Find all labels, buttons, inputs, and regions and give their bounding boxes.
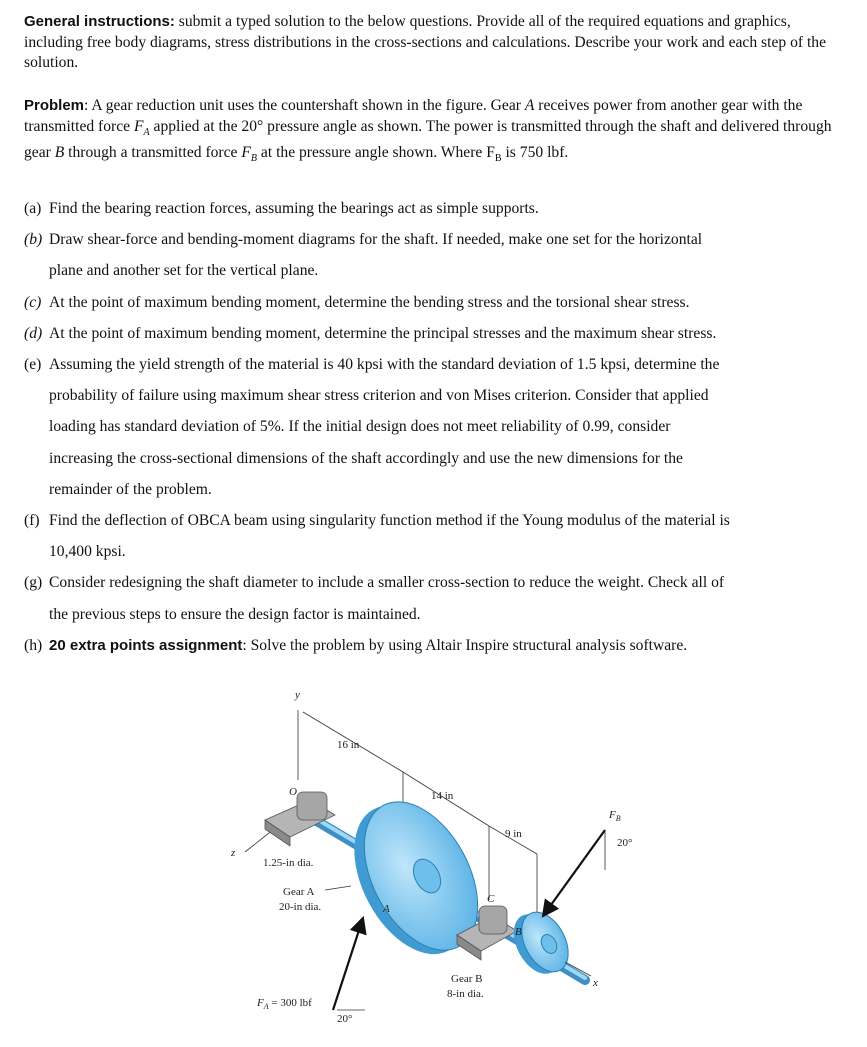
- gear-a-dia-label: 20-in dia.: [279, 901, 322, 913]
- dim-14-label: 14 in: [431, 790, 454, 802]
- question-a: [24, 193, 844, 224]
- x-axis-label: x: [593, 977, 598, 989]
- question-g-mark: (g): [24, 574, 43, 592]
- gear-a-leader: [325, 886, 351, 890]
- force-b-subscript-2: B: [494, 153, 502, 165]
- question-e-text-5: remainder of the problem.: [49, 480, 212, 498]
- instructions-label: General instructions:: [24, 13, 175, 30]
- problem-text-3: applied at the 20° pressure angle as shown. The power is transmitted through the shaft and delivered through gear: [24, 117, 832, 162]
- question-e-text-3: loading has standard deviation of 5%. If the initial design does not meet reliability of 0.99, consider: [49, 418, 671, 436]
- question-f-text-2: 10,400 kpsi.: [49, 543, 126, 561]
- point-a-label: A: [383, 903, 390, 915]
- question-d: [24, 318, 844, 349]
- question-h: [24, 630, 844, 661]
- countershaft-figure: [225, 680, 655, 1040]
- problem-text-5: at the pressure angle shown. Where F: [257, 144, 495, 162]
- question-c-text: At the point of maximum bending moment, determine the bending stress and the torsional shear stress.: [49, 293, 690, 311]
- question-e-text-2: probability of failure using maximum shear stress criterion and von Mises criterion. Consider that applied: [49, 387, 709, 405]
- gear-a-label: Gear A: [283, 886, 315, 898]
- force-a-subscript: A: [143, 126, 150, 138]
- question-e: [24, 349, 844, 505]
- problem-text-6: is 750 lbf.: [501, 144, 569, 162]
- question-g-text-2: the previous steps to ensure the design factor is maintained.: [49, 605, 421, 623]
- bearing-o: [265, 792, 335, 846]
- problem-statement: [24, 96, 844, 170]
- dim-9-label: 9 in: [505, 828, 522, 840]
- question-f-text-1: Find the deflection of OBCA beam using singularity function method if the Young modulus of the material is: [49, 512, 730, 530]
- force-b-symbol: F: [241, 144, 251, 162]
- general-instructions: [24, 12, 844, 74]
- problem-text-4: through a transmitted force: [64, 144, 242, 162]
- gear-a-ref: A: [524, 97, 535, 114]
- question-list: [24, 193, 844, 661]
- angle-a-label: 20°: [337, 1013, 353, 1025]
- question-d-text: At the point of maximum bending moment, determine the principal stresses and the maximum shear stress.: [49, 324, 717, 342]
- question-b-text-2: plane and another set for the vertical plane.: [49, 262, 319, 280]
- problem-label: Problem: [24, 97, 85, 114]
- force-b-subscript: B: [250, 153, 258, 165]
- gear-b-label: Gear B: [451, 973, 483, 985]
- force-b-label: $F_B$: [609, 809, 621, 823]
- question-a-text: Find the bearing reaction forces, assuming the bearings act as simple supports.: [49, 200, 539, 217]
- z-axis-label: z: [231, 847, 236, 859]
- instructions-text: submit a typed solution to the below questions. Provide all of the required equations and graphics, including free body diagrams, stress distributions in the cross-sections and calculations. Describe your work and each step of the solution.: [24, 13, 827, 72]
- question-b-text-1: Draw shear-force and bending-moment diagrams for the shaft. If needed, make one set for the horizontal: [49, 231, 703, 249]
- y-axis-label: y: [295, 689, 300, 701]
- gear-b-dia-label: 8-in dia.: [447, 988, 484, 1000]
- question-h-text: : Solve the problem by using Altair Inspire structural analysis software.: [242, 636, 688, 654]
- question-h-mark: (h): [24, 636, 43, 654]
- question-b-mark: (b): [24, 231, 43, 249]
- problem-sep: :: [84, 97, 92, 114]
- problem-text-1: A gear reduction unit uses the countershaft shown in the figure. Gear: [91, 97, 525, 114]
- point-b-label: B: [515, 926, 522, 938]
- question-f-mark: (f): [24, 512, 40, 530]
- shaft-dia-label: 1.25-in dia.: [263, 857, 314, 869]
- question-h-bold: 20 extra points assignment: [49, 636, 243, 654]
- force-a-symbol: F: [133, 117, 144, 135]
- question-e-text-4: increasing the cross-sectional dimensions of the shaft accordingly and use the new dimensions for the: [49, 449, 683, 467]
- question-g: [24, 567, 844, 629]
- question-b: [24, 224, 844, 286]
- question-a-mark: (a): [24, 200, 42, 217]
- question-d-mark: (d): [24, 324, 43, 342]
- gear-b-ref: B: [54, 144, 65, 162]
- problem-text-2: receives power from another gear with the transmitted force: [24, 97, 803, 135]
- question-c: [24, 287, 844, 318]
- question-e-text-1: Assuming the yield strength of the material is 40 kpsi with the standard deviation of 1.5 kpsi, determine the: [49, 356, 720, 374]
- question-c-mark: (c): [24, 293, 42, 311]
- angle-b-label: 20°: [617, 837, 633, 849]
- question-g-text-1: Consider redesigning the shaft diameter to include a smaller cross-section to reduce the weight. Check all of: [49, 574, 725, 592]
- force-b-arrow: [543, 830, 605, 916]
- origin-label: O: [289, 786, 297, 798]
- point-c-label: C: [487, 893, 495, 905]
- force-a-label: $F_A = 300$ lbf: [257, 997, 312, 1011]
- force-a-arrow: [333, 918, 363, 1010]
- question-e-mark: (e): [24, 356, 42, 374]
- dim-16-label: 16 in: [337, 739, 360, 751]
- question-f: [24, 505, 844, 567]
